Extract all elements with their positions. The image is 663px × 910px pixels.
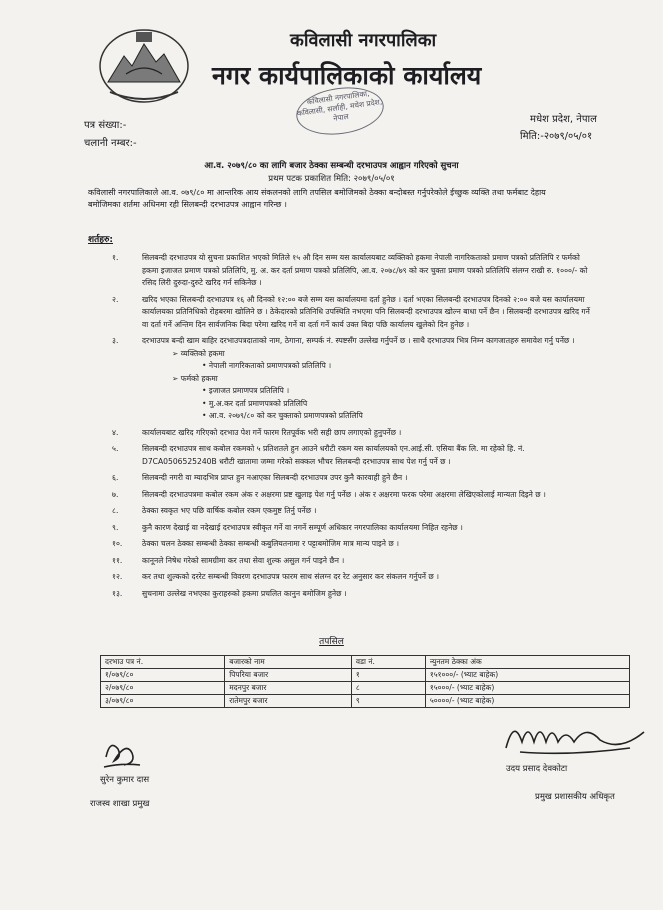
condition-item: १३. सुचनामा उल्लेख नभएका कुराहरुको हकमा प्रचलित कानुन बमोजिम हुनेछ ।: [112, 588, 347, 598]
office-stamp: कविलासी नगरपालिका, कविलासी, सर्लाही, मधेश प्रदेश, नेपाल: [293, 82, 387, 140]
nepal-emblem-icon: [96, 22, 192, 104]
condition-item: ८. ठेक्का स्वकृत भए पछि वार्षिक कबोल रकम एकमुष्ट तिर्नु पर्नेछ ।: [112, 506, 317, 515]
condition-item: ९. कुनै कारण देखाई वा नदेखाई दरभाउपत्र स्वीकृत गर्ने वा नगर्ने सम्पूर्ण अधिकार नगरपालिका कार्यालयमा निहित रहनेछ ।: [112, 522, 463, 532]
document-item: • इजाजत प्रमाणपत्र प्रतिलिपि ।: [202, 386, 290, 395]
office-name: नगर कार्यपालिकाको कार्यालय: [212, 61, 482, 90]
condition-item: १०. ठेक्का चलन ठेक्का सम्बन्धी ठेक्का सम्बन्धी कबुलियतनामा र पट्टाबमोजिम मात्र मान्य पाइने छ ।: [112, 539, 400, 548]
signatory-left-name: सुरेन कुमार दास: [100, 775, 150, 785]
municipality-name: कविलासी नगरपालिका: [290, 30, 437, 51]
condition-item: २. खरिद भएका सिलबन्दी दरभाउपत्र १६ औ दिनको १२:०० बजे सम्म यस कार्यालयमा दर्ता हुनेछ । दर्ता भएका सिलबन्दी दरभाउपत्र दिनको २:०० बजे यस कार्यालयमा कार्यालयका प्रतिनिधिको रोहबरमा खोलिने छ । ठेकेदारको प्रतिनिधि उपस्थिति नभएमा पनि सिलबन्दी दरभाउपत्र खोल्न बाधा पर्ने छैन । सिलबन्दी दरभाउपत्र खरिद गर्ने वा दर्ता गर्ने अन्तिम दिन सार्वजनिक बिदा परेमा खरिद गर्ने वा दर्ता गर्ने कार्य उक्त बिदा पछि कार्यालय खुलेको दिन हुनेछ ।: [112, 294, 590, 329]
table-cell: १/०७९/८०: [101, 669, 225, 682]
schedule-heading: तपसिल: [319, 637, 344, 647]
notice-subject: आ.व. २०७९/८० का लागि बजार ठेक्का सम्बन्धी दरभाउपत्र आह्वान गरिएको सुचना: [204, 161, 459, 171]
conditions-heading: शर्तहरु:: [88, 235, 114, 245]
document-group-person: ➢ व्यक्तिको हकमा: [172, 348, 225, 358]
condition-item: ३. दरभाउपत्र बन्दी खाम बाहिर दरभाउपत्रदाताको नाम, ठेगाना, सम्पर्क नं. स्पष्टसँग उल्लेख गर्नुपर्ने छ । साथै दरभाउपत्र भित्र निम्न कागजातहरु समावेश गर्नु पर्नेछ । ➢ व्यक्तिको हकमा • नेपाली नागरिकताको प्रमाणपत्रको प्रतिलिपि । ➢ फर्मको हकमा • इजाजत प्रमाणपत्र प्रतिलिपि । • मु.अ.कर दर्ता प्रमाणपत्रको प्रतिलिपि • आ.व. २०७९/८० को कर चुक्ताको प्रमाणपत्रको प्रतिलिपि: [112, 335, 590, 423]
signatory-right-title: प्रमुख प्रशासकीय अधिकृत: [535, 792, 615, 802]
table-header-row: [101, 656, 630, 669]
table-cell: १५१०००/- (भ्याट बाहेक): [425, 669, 629, 682]
document-item: • नेपाली नागरिकताको प्रमाणपत्रको प्रतिलिपि ।: [202, 361, 332, 370]
schedule-table: [100, 655, 630, 708]
document-group-firm: ➢ फर्मको हकमा: [172, 373, 218, 383]
document-item: • आ.व. २०७९/८० को कर चुक्ताको प्रमाणपत्रको प्रतिलिपि: [202, 411, 363, 420]
table-row: [101, 682, 630, 695]
letter-number: पत्र संख्या:-: [84, 120, 127, 131]
signatory-right-name: उदय प्रसाद देवकोटा: [506, 764, 568, 774]
table-cell: २/०७९/८०: [101, 682, 225, 695]
notice-intro: कविलासी नगरपालिकाले आ.व. ०७९/८० मा आन्तरिक आय संकलनको लागि तपसिल बमोजिमको ठेक्का बन्दोबस्त गर्नुपरेकोले ईच्छुक व्यक्ति तथा फर्मबाट देहाय बमोजिमका शर्तमा अधिनमा रही सिलबन्दी दरभाउपत्र आह्वान गरिन्छ ।: [88, 188, 546, 209]
condition-item: ६. सिलबन्दी नगरी वा म्यादभित्र प्राप्त हुन नआएका सिलबन्दी दरभाउपत्र उपर कुनै कारवाही हुने छैन ।: [112, 473, 408, 482]
table-cell: ५००००/- (भ्याट बाहेक): [425, 695, 629, 708]
document-item: • मु.अ.कर दर्ता प्रमाणपत्रको प्रतिलिपि: [202, 398, 308, 408]
column-header: बजारको नाम: [225, 656, 352, 669]
condition-item: ५. सिलबन्दी दरभाउपत्र साथ कबोल रकमको ५ प्रतिशतले हुन आउने धरौटी रकम यस कार्यालयको एन.आई.सी. एसिया बैंक लि. मा रहेको हि. नं. D7CA0506525240B धरौटी खातामा जम्मा गरेको सक्कल भौचर सिलबन्दी दरभाउपत्र साथ पेश गर्नु पर्ने छ ।: [112, 444, 525, 466]
dispatch-number: चलानी नम्बर:-: [84, 138, 137, 149]
table-cell: मदनपुर बजार: [225, 682, 352, 695]
column-header: दरभाउ पत्र नं.: [101, 656, 225, 669]
condition-item: १२. कर तथा शुल्कको दररेट सम्बन्धी विवरण दरभाउपत्र फारम साथ संलग्न दर रेट अनुसार कर संकलन गर्नुपर्ने छ ।: [112, 572, 440, 581]
table-cell: ९: [351, 695, 425, 708]
conditions-list: [112, 252, 590, 604]
signature-right-icon: [500, 712, 648, 762]
table-row: [101, 695, 630, 708]
condition-item: ४. कार्यालयबाट खरिद गरिएको दरभाउ पेश गर्ने फारम रितपूर्वक भरी सही छाप लगाएको हुनुपर्नेछ ।: [112, 427, 402, 437]
table-cell: १: [351, 669, 425, 682]
condition-item: ११. कानूनले निषेध गरेको सामग्रीमा कर तथा सेवा शुल्क असुल गर्न पाइने छैन ।: [112, 555, 345, 565]
table-cell: १५०००/- (भ्याट बाहेक): [425, 682, 629, 695]
address: मधेश प्रदेश, नेपाल: [530, 114, 597, 125]
condition-item: १. सिलबन्दी दरभाउपत्र यो सुचना प्रकाशित भएको मितिले १५ औ दिन सम्म यस कार्यालयबाट व्यक्तिको हकमा नेपाली नागरिकताको प्रमाण पत्रको प्रतिलिपि र फर्मको हकमा इजाजत प्रमाण पत्रको प्रतिलिपि, मु. अ. कर दर्ता प्रमाण पत्रको प्रतिलिपि, आ.व. २०७८/७९ को कर चुक्ता प्रमाण पत्रको प्रतिलिपि संलग्न राखी रु. १०००/- को रसिद लिरी दुरुदा-दुरुटे खरिद गर्न सकिनेछ ।: [112, 253, 588, 287]
column-header: न्युनतम ठेक्का अंक: [425, 656, 629, 669]
signatory-left-title: राजस्व शाखा प्रमुख: [90, 799, 150, 809]
column-header: वडा नं.: [351, 656, 425, 669]
signature-left-icon: [100, 735, 144, 773]
table-cell: ८: [351, 682, 425, 695]
table-cell: रातेमपुर बजार: [225, 695, 352, 708]
condition-item: ७. सिलबन्दी दरभाउपत्रमा कबोल रकम अंक र अक्षरमा प्रष्ट खुलाइ पेश गर्नु पर्नेछ । अंक र अक्षरमा फरक परेमा अक्षरमा लेखिएकोलाई मान्यता दिइने छ ।: [112, 489, 546, 499]
letter-date: मिति:-२०७९/०५/०१: [520, 131, 593, 142]
table-cell: ३/०७९/८०: [101, 695, 225, 708]
table-row: [101, 669, 630, 682]
publication-date: प्रथम पटक प्रकाशित मिति: २०७९/०५/०१: [268, 174, 395, 184]
table-cell: पिपरिया बजार: [225, 669, 352, 682]
